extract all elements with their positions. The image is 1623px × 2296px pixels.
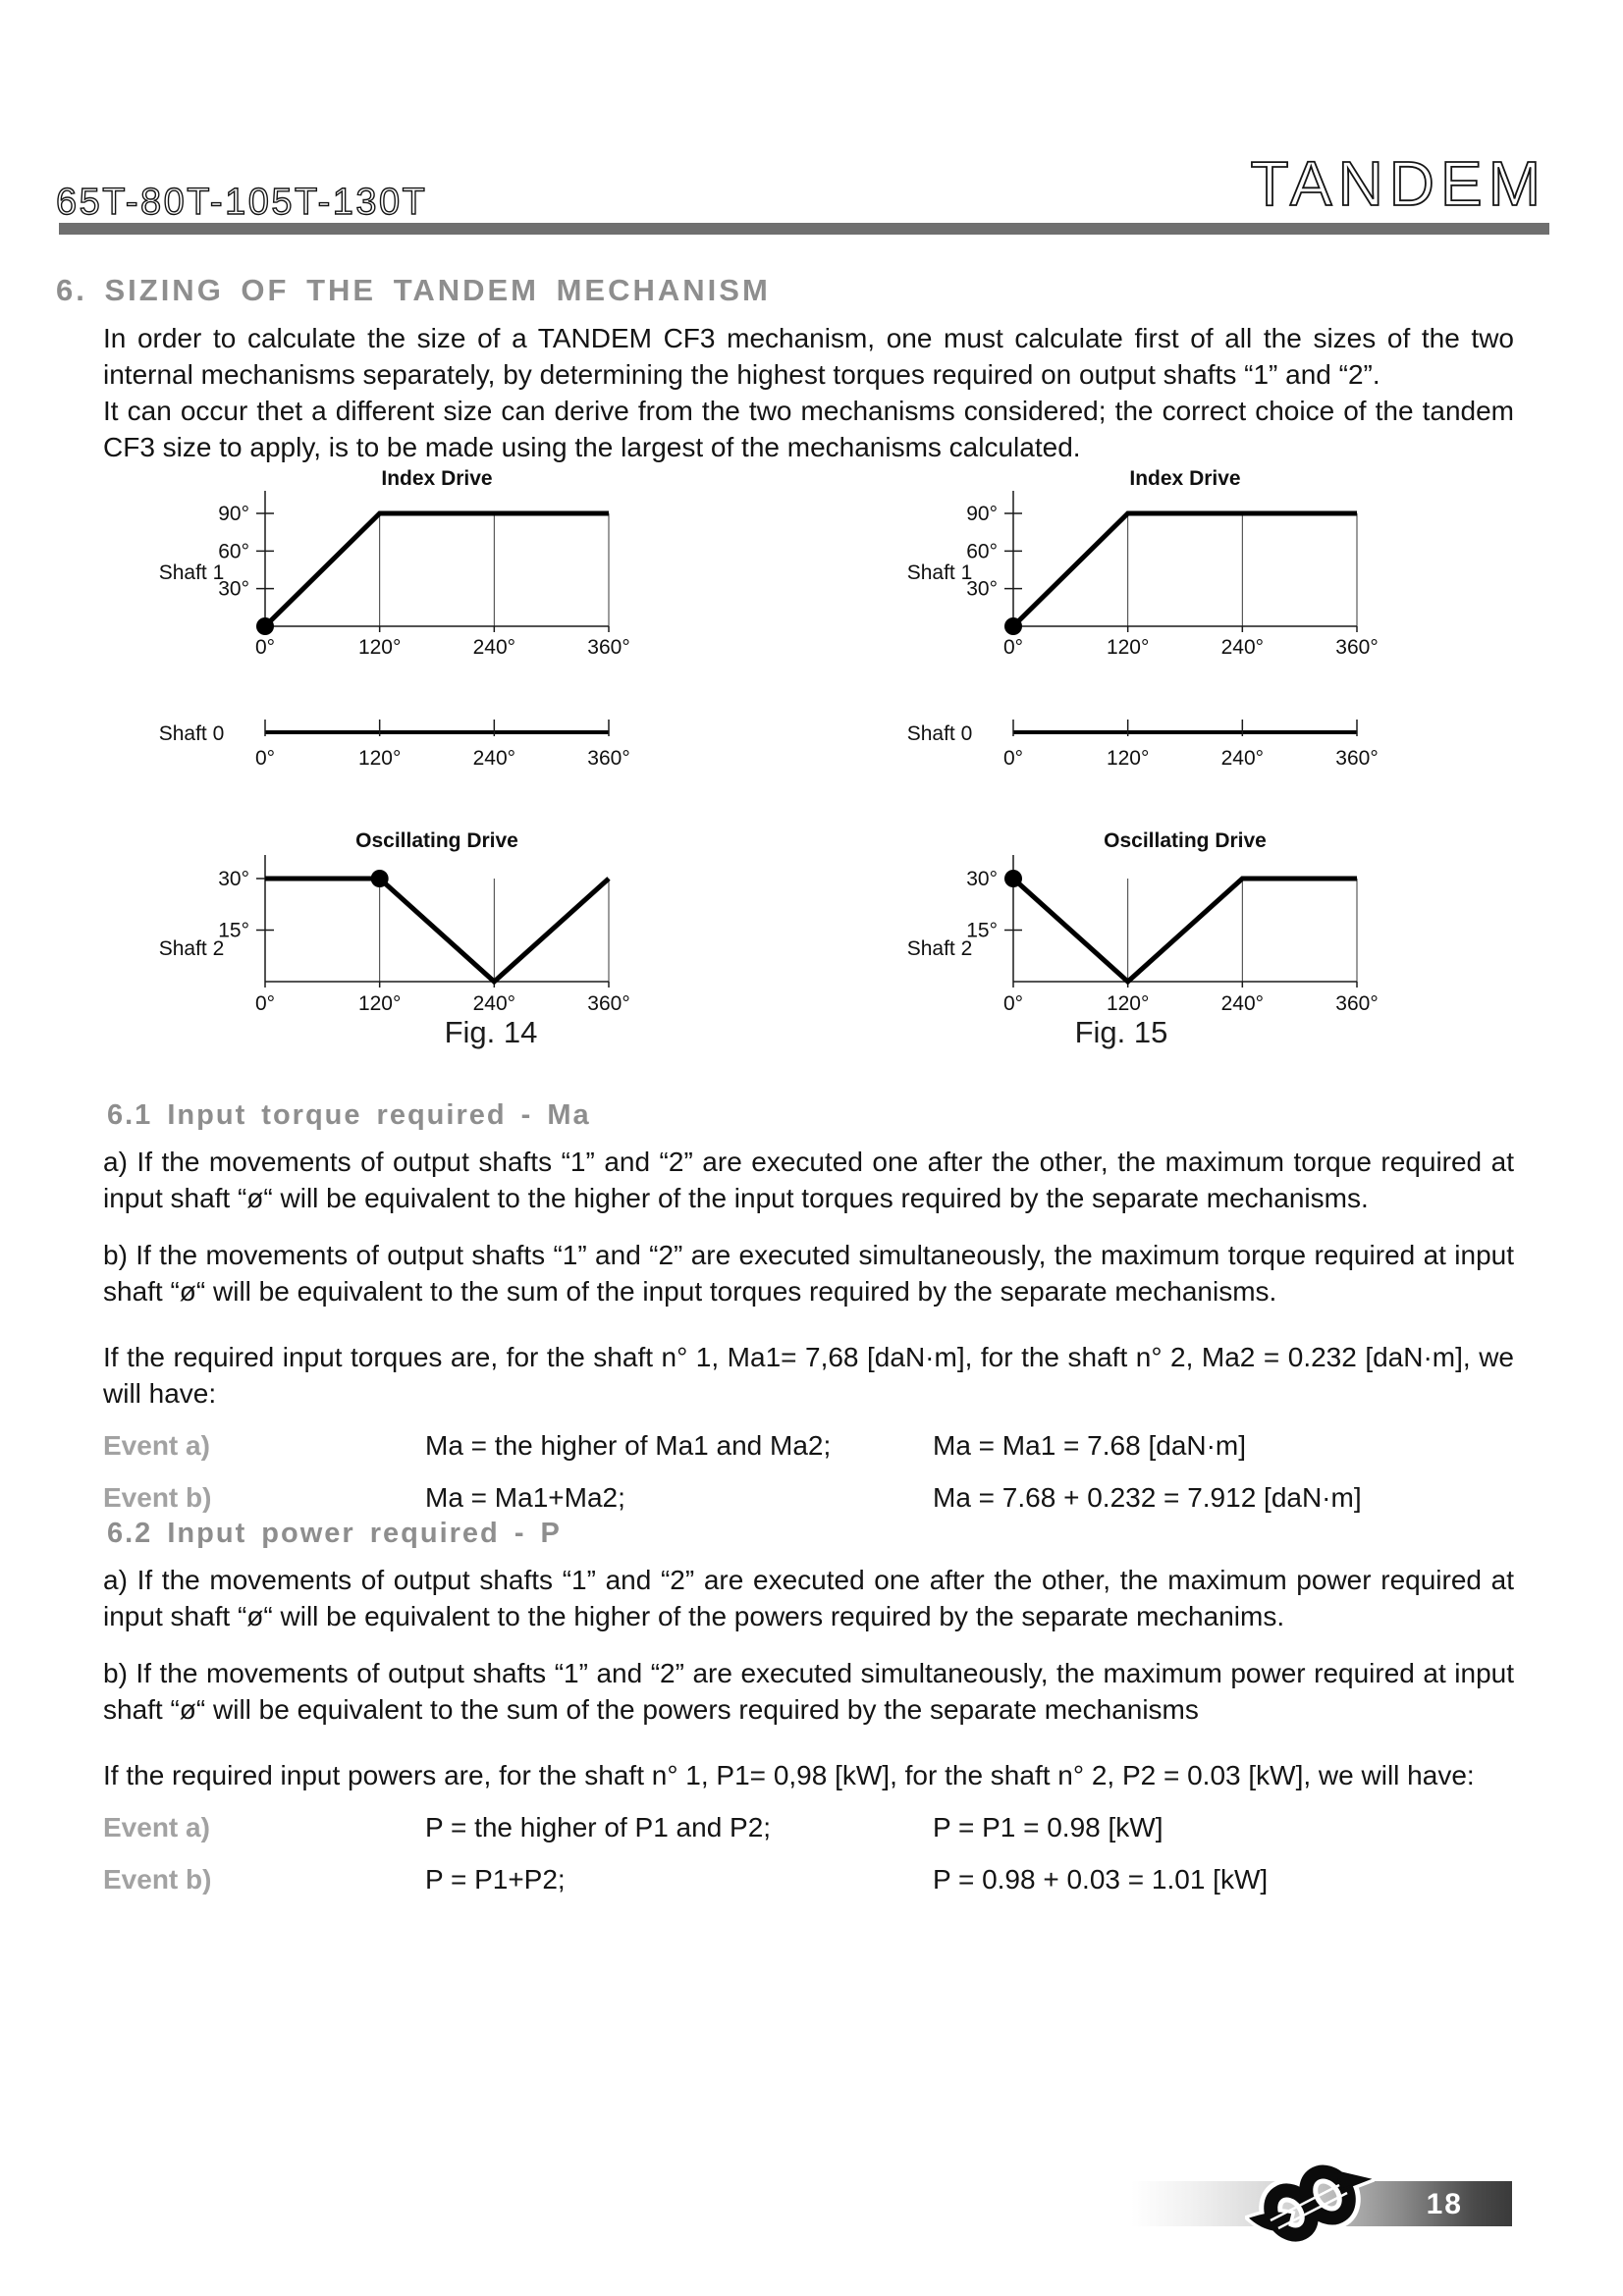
svg-text:360°: 360° (587, 747, 630, 770)
svg-text:30°: 30° (218, 577, 249, 601)
event-label: Event a) (103, 1812, 210, 1842)
event-formula: Ma = the higher of Ma1 and Ma2; (425, 1430, 832, 1461)
section-6-title: 6. SIZING OF THE TANDEM MECHANISM (56, 273, 771, 307)
figure-caption: Fig. 14 (444, 1015, 538, 1049)
svg-text:Shaft 0: Shaft 0 (158, 722, 225, 745)
header-rule (59, 223, 1549, 235)
figure-15 (846, 469, 1494, 1068)
svg-text:120°: 120° (1106, 636, 1150, 659)
event-formula: Ma = Ma1+Ma2; (425, 1482, 625, 1513)
event-result: Ma = 7.68 + 0.232 = 7.912 [daN·m] (933, 1482, 1362, 1513)
torque-paragraph-b: b) If the movements of output shafts “1” and “2” are executed simultaneously, the maximum torque required at input shaft “ø“ will be equivalent to the sum of the input torques required by the separate mechanisms. (103, 1240, 1514, 1307)
torque-events (103, 1427, 1514, 1516)
body-text (103, 1097, 1514, 1897)
index-drive-chart (846, 469, 1494, 666)
intro-paragraph-2: It can occur thet a different size can derive from the two mechanisms considered; the correct choice of the tandem CF3 size to apply, is to be made using the largest of the mechanisms calculated. (103, 396, 1514, 462)
power-paragraph-a: a) If the movements of output shafts “1” and “2” are executed one after the other, the maximum power required at input shaft “ø“ will be equivalent to the higher of the powers required by the separate mechanims. (103, 1565, 1514, 1631)
event-formula: P = the higher of P1 and P2; (425, 1812, 772, 1842)
svg-text:Shaft 1: Shaft 1 (158, 561, 225, 584)
svg-text:240°: 240° (472, 636, 516, 659)
event-result: P = 0.98 + 0.03 = 1.01 [kW] (933, 1864, 1269, 1895)
section-6-intro (103, 320, 1514, 465)
svg-text:30°: 30° (966, 577, 998, 601)
svg-text:60°: 60° (218, 540, 249, 563)
svg-text:120°: 120° (1106, 992, 1150, 1015)
svg-text:Index Drive: Index Drive (1129, 469, 1241, 490)
svg-text:240°: 240° (1220, 992, 1265, 1015)
svg-text:30°: 30° (966, 868, 998, 890)
event-result: Ma = Ma1 = 7.68 [daN·m] (933, 1430, 1247, 1461)
header-model-code: 65T-80T-105T-130T (56, 182, 428, 223)
page-number: 18 (1426, 2188, 1463, 2220)
shaft0-axis (98, 703, 746, 781)
svg-text:360°: 360° (1335, 992, 1379, 1015)
svg-text:240°: 240° (1220, 747, 1265, 770)
event-label: Event a) (103, 1430, 210, 1461)
svg-text:360°: 360° (587, 992, 630, 1015)
header-brand-tandem: TANDEM (1250, 148, 1546, 219)
oscillating-drive-chart (846, 820, 1494, 1045)
figure-14 (98, 469, 746, 1068)
svg-text:120°: 120° (357, 747, 402, 770)
svg-text:240°: 240° (472, 992, 516, 1015)
power-events (103, 1809, 1514, 1897)
svg-text:0°: 0° (1002, 747, 1024, 770)
brand-logo-icon (1245, 2156, 1375, 2252)
event-result: P = P1 = 0.98 [kW] (933, 1812, 1163, 1842)
event-label: Event b) (103, 1864, 212, 1895)
torque-paragraph-a: a) If the movements of output shafts “1” and “2” are executed one after the other, the maximum torque required at input shaft “ø“ will be equivalent to the higher of the input torques required by the separate mechanisms. (103, 1147, 1514, 1213)
svg-text:Shaft 2: Shaft 2 (158, 937, 225, 960)
svg-text:0°: 0° (254, 747, 276, 770)
svg-text:15°: 15° (218, 919, 249, 942)
svg-text:15°: 15° (966, 919, 998, 942)
torque-event-a (103, 1427, 1514, 1464)
power-values-paragraph: If the required input powers are, for the shaft n° 1, P1= 0,98 [kW], for the shaft n° 2, P2 = 0.03 [kW], we will have: (103, 1760, 1475, 1790)
svg-text:240°: 240° (472, 747, 516, 770)
svg-text:360°: 360° (1335, 747, 1379, 770)
shaft0-axis (846, 703, 1494, 781)
svg-text:0°: 0° (1002, 992, 1024, 1015)
svg-text:Oscillating Drive: Oscillating Drive (1104, 829, 1267, 852)
svg-text:30°: 30° (218, 868, 249, 890)
power-paragraph-b: b) If the movements of output shafts “1” and “2” are executed simultaneously, the maximum power required at input shaft “ø“ will be equivalent to the sum of the powers required by the separate mechanisms (103, 1658, 1514, 1725)
svg-text:90°: 90° (966, 503, 998, 525)
svg-text:360°: 360° (1335, 636, 1379, 659)
torque-event-b (103, 1479, 1514, 1516)
power-event-a (103, 1809, 1514, 1845)
svg-text:Shaft 1: Shaft 1 (906, 561, 973, 584)
section-6-1-title: 6.1 Input torque required - Ma (107, 1099, 591, 1131)
svg-text:Oscillating Drive: Oscillating Drive (355, 829, 518, 852)
svg-text:60°: 60° (966, 540, 998, 563)
svg-text:Shaft 0: Shaft 0 (906, 722, 973, 745)
svg-text:Shaft 2: Shaft 2 (906, 937, 973, 960)
svg-text:0°: 0° (1002, 636, 1024, 659)
intro-paragraph-1: In order to calculate the size of a TANDEM CF3 mechanism, one must calculate first of all the sizes of the two internal mechanisms separately, by determining the highest torques required on output shafts “1” and “2”. (103, 323, 1514, 390)
svg-text:Index Drive: Index Drive (381, 469, 493, 490)
index-drive-chart (98, 469, 746, 666)
svg-text:120°: 120° (357, 992, 402, 1015)
svg-text:0°: 0° (254, 636, 276, 659)
svg-text:90°: 90° (218, 503, 249, 525)
section-6-2-title: 6.2 Input power required - P (107, 1518, 562, 1549)
footer-bar (1131, 2181, 1512, 2226)
figure-caption: Fig. 15 (1074, 1015, 1168, 1049)
svg-text:240°: 240° (1220, 636, 1265, 659)
oscillating-drive-chart (98, 820, 746, 1045)
event-label: Event b) (103, 1482, 212, 1513)
svg-text:120°: 120° (1106, 747, 1150, 770)
svg-text:360°: 360° (587, 636, 630, 659)
svg-text:0°: 0° (254, 992, 276, 1015)
svg-text:120°: 120° (357, 636, 402, 659)
power-event-b (103, 1861, 1514, 1897)
event-formula: P = P1+P2; (425, 1864, 566, 1895)
torque-values-paragraph: If the required input torques are, for the shaft n° 1, Ma1= 7,68 [daN·m], for the shaft n° 2, Ma2 = 0.232 [daN·m], we will have: (103, 1342, 1514, 1409)
